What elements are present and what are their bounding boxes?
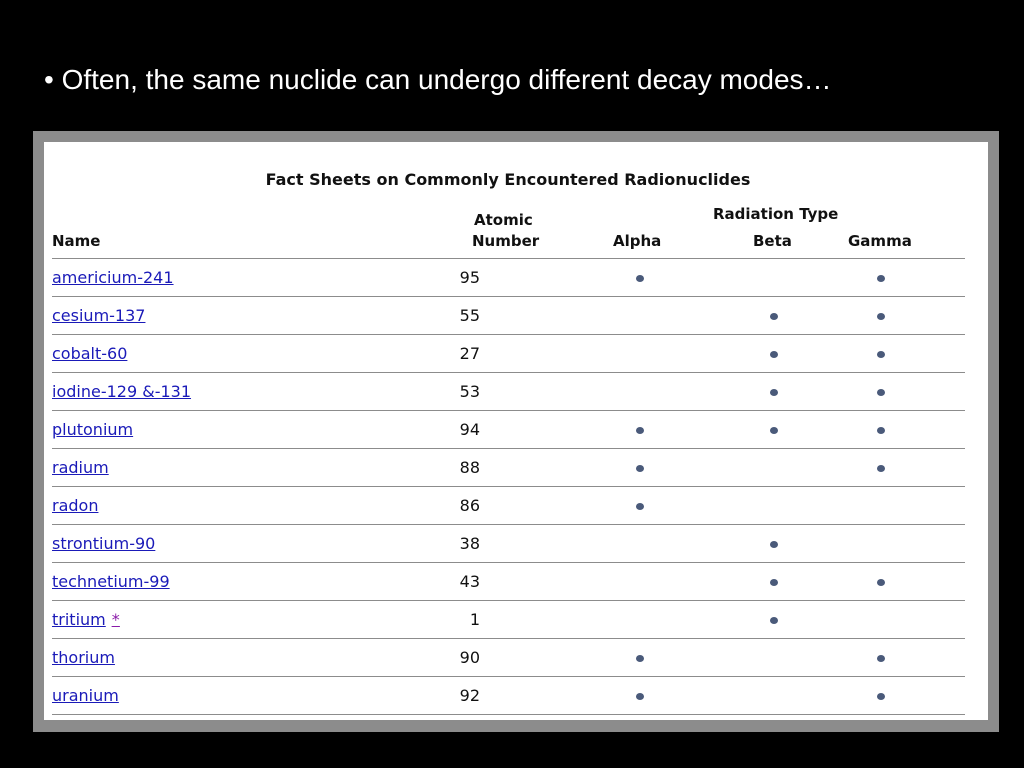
table-row [44,677,988,715]
beta-marker [770,351,778,358]
beta-marker [770,389,778,396]
alpha-marker [636,275,644,282]
gamma-marker [877,351,885,358]
header-beta: Beta [753,232,792,250]
gamma-marker [877,427,885,434]
beta-marker [770,427,778,434]
gamma-marker [877,275,885,282]
atomic-number: 88 [459,458,480,477]
alpha-marker [636,655,644,662]
atomic-number: 86 [459,496,480,515]
atomic-number: 38 [459,534,480,553]
beta-marker [770,617,778,624]
atomic-number: 27 [459,344,480,363]
header-atomic-line1: Atomic [474,211,533,229]
table-row [44,639,988,677]
nuclide-link[interactable] [52,344,127,363]
nuclide-name[interactable]: radon [52,496,99,515]
nuclide-link[interactable] [52,496,98,515]
slide-title: • Often, the same nuclide can undergo different decay modes… [44,64,832,95]
row-divider [52,714,965,715]
atomic-number: 95 [459,268,480,287]
alpha-marker [636,465,644,472]
fact-sheet-table [44,142,988,720]
nuclide-name[interactable]: americium-241 [52,268,174,287]
nuclide-link[interactable] [52,306,145,325]
table-row [44,487,988,525]
table-row [44,525,988,563]
table-row [44,297,988,335]
nuclide-name[interactable]: thorium [52,648,115,667]
atomic-number: 92 [459,686,480,705]
beta-marker [770,541,778,548]
nuclide-link[interactable] [52,268,174,287]
atomic-number: 53 [459,382,480,401]
nuclide-name[interactable]: tritium [52,610,106,629]
beta-marker [770,579,778,586]
nuclide-link[interactable] [52,610,120,629]
table-row [44,335,988,373]
header-name: Name [52,232,101,250]
table-row [44,411,988,449]
footnote-link[interactable]: * [111,610,120,629]
table-row [44,259,988,297]
nuclide-link[interactable] [52,420,133,439]
gamma-marker [877,389,885,396]
nuclide-name[interactable]: radium [52,458,109,477]
nuclide-link[interactable] [52,572,170,591]
alpha-marker [636,693,644,700]
nuclide-link[interactable] [52,458,109,477]
nuclide-name[interactable]: uranium [52,686,119,705]
table-row [44,563,988,601]
gamma-marker [877,313,885,320]
header-alpha: Alpha [613,232,662,250]
nuclide-name[interactable]: strontium-90 [52,534,156,553]
atomic-number: 1 [469,610,480,629]
alpha-marker [636,427,644,434]
nuclide-link[interactable] [52,534,155,553]
nuclide-link[interactable] [52,648,115,667]
table-title: Fact Sheets on Commonly Encountered Radionuclides [265,170,751,189]
nuclide-link[interactable] [52,382,191,401]
table-row [44,373,988,411]
atomic-number: 43 [459,572,480,591]
header-atomic-line2: Number [472,232,540,250]
atomic-number: 55 [459,306,480,325]
nuclide-name[interactable]: cesium-137 [52,306,146,325]
gamma-marker [877,655,885,662]
nuclide-name[interactable]: technetium-99 [52,572,170,591]
table-row [44,449,988,487]
nuclide-link[interactable] [52,686,119,705]
alpha-marker [636,503,644,510]
beta-marker [770,313,778,320]
atomic-number: 90 [459,648,480,667]
table-row [44,601,988,639]
nuclide-name[interactable]: plutonium [52,420,134,439]
gamma-marker [877,579,885,586]
gamma-marker [877,693,885,700]
nuclide-name[interactable]: iodine-129 &-131 [52,382,192,401]
header-gamma: Gamma [848,232,912,250]
header-radiation-type: Radiation Type [713,205,839,223]
nuclide-name[interactable]: cobalt-60 [52,344,128,363]
atomic-number: 94 [459,420,480,439]
gamma-marker [877,465,885,472]
